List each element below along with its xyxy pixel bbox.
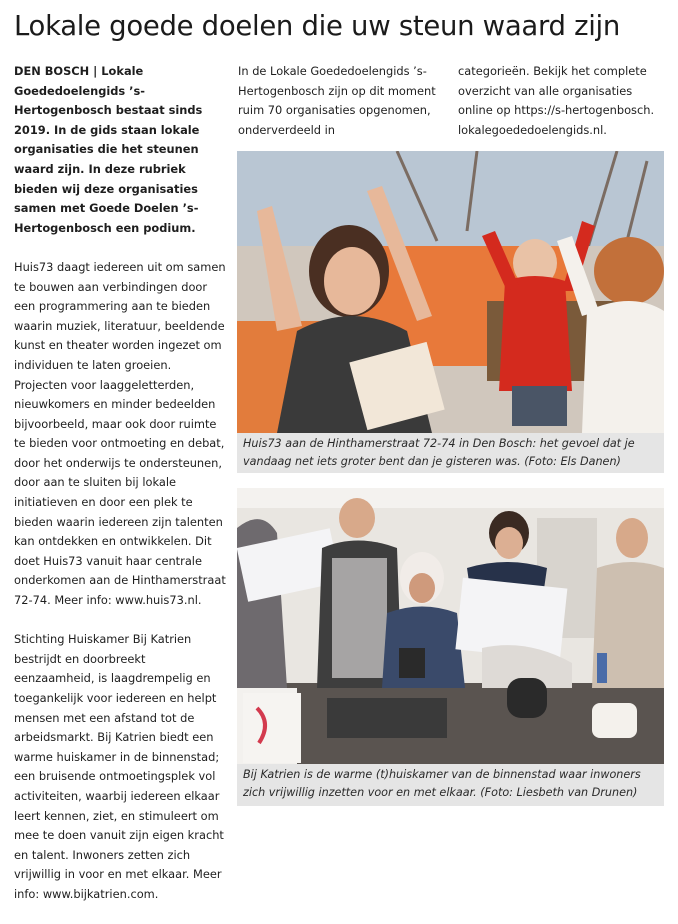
photo-huis73 bbox=[237, 151, 664, 433]
article-column-middle bbox=[238, 62, 443, 140]
photo-group-crafting-table-icon bbox=[237, 488, 664, 764]
article-headline: Lokale goede doelen die uw steun waard zijn bbox=[14, 10, 621, 42]
article-lead: DEN BOSCH | Lokale Goededoelengids ’s-Hertogenbosch bestaat sinds 2019. In de gids staan lokale organisaties die het steunen waard zijn. In deze rubriek bieden wij deze organisaties samen met Goede Doelen ’s-Hertogenbosch een podium. bbox=[14, 64, 203, 235]
intro-right: categorieën. Bekijk het complete overzicht van alle organisaties online op https://s-hertogenbosch. lokalegoededoelengids.nl. bbox=[458, 64, 655, 137]
paragraph-huis73: Huis73 daagt iedereen uit om samen te bouwen aan verbindingen door een programmering aan te bieden waarin muziek, literatuur, beeldende kunst en theater worden ingezet om individuen te laten groeien. Projecten voor laaggeletterden, nieuwkomers en minder bedeelden bijvoorbeeld, maar ook door ruimte te bieden voor ontmoeting en debat, door het onderwijs te ondersteunen, door aan te sluiten bij lokale initiatieven en door een plek te bieden waarin iedereen zijn talenten kan ontdekken en ontwikkelen. Dit doet Huis73 vanuit haar centrale onderkomen aan de Hinthamerstraat 72-74. Meer info: www.huis73.nl. bbox=[14, 259, 226, 608]
paragraph-bij-katrien: Stichting Huiskamer Bij Katrien bestrijdt en doorbreekt eenzaamheid, is laagdrempelig en toegankelijk voor iedereen en helpt mensen met een afstand tot de arbeidsmarkt. Bij Katrien biedt een warme huiskamer in de binnenstad; een bruisende ontmoetingsplek vol activiteiten, waarbij iedereen elkaar leert kennen, ziet, en stimuleert om mee te doen vanuit zijn eigen kracht en talent. Inwoners zetten zich vrijwillig in voor en met elkaar. Meer info: www.bijkatrien.com. bbox=[14, 632, 224, 901]
photo-caption-huis73: Huis73 aan de Hinthamerstraat 72-74 in Den Bosch: het gevoel dat je vandaag net iets groter bent dan je gisteren was. (Foto: Els Danen) bbox=[237, 433, 664, 473]
photo-bij-katrien bbox=[237, 488, 664, 764]
photo-caption-bij-katrien: Bij Katrien is de warme (t)huiskamer van de binnenstad waar inwoners zich vrijwillig inzetten voor en met elkaar. (Foto: Liesbeth van Drunen) bbox=[237, 764, 664, 806]
article-column-right bbox=[458, 62, 668, 140]
intro-middle: In de Lokale Goededoelengids ’s-Hertogenbosch zijn op dit moment ruim 70 organisaties opgenomen, onderverdeeld in bbox=[238, 64, 436, 137]
photo-children-raising-hands-icon bbox=[237, 151, 664, 433]
article-column-left bbox=[14, 62, 226, 924]
